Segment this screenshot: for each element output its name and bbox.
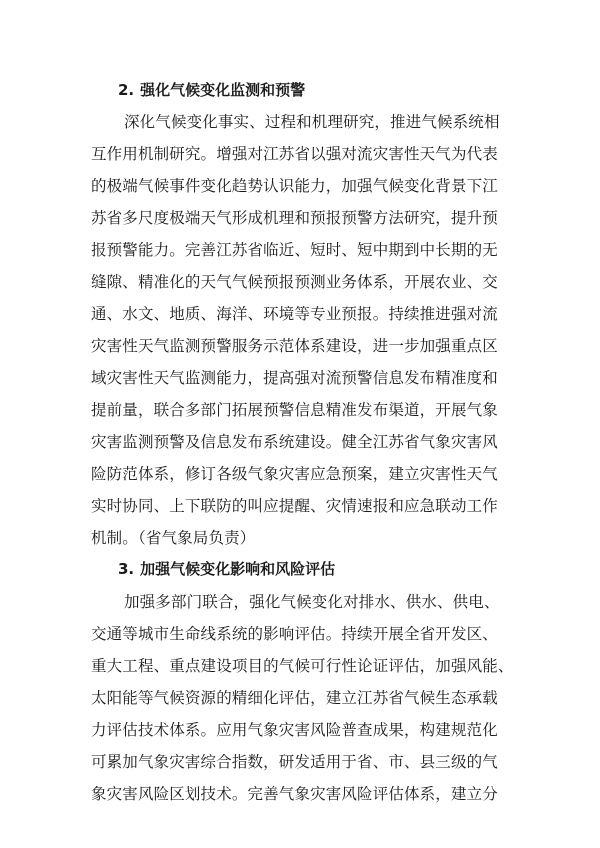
paragraph-line: 提前量，联合多部门拓展预警信息精准发布渠道，开展气象 <box>91 401 498 419</box>
section-2-heading <box>118 80 305 100</box>
paragraph-line: 苏省多尺度极端天气形成机理和预报预警方法研究，提升预 <box>91 209 498 227</box>
paragraph-line: 域灾害性天气监测能力，提高强对流预警信息发布精准度和 <box>91 369 498 387</box>
paragraph-line: 深化气候变化事实、过程和机理研究，推进气候系统相 <box>124 113 500 131</box>
paragraph-line: 加强多部门联合，强化气候变化对排水、供水、供电、 <box>124 593 500 611</box>
section-3-heading <box>118 559 335 579</box>
paragraph-line: 可累加气象灾害综合指数，研发适用于省、市、县三级的气 <box>91 753 498 771</box>
paragraph-line: 太阳能等气候资源的精细化评估，建立江苏省气候生态承载 <box>91 689 498 707</box>
paragraph-line: 通、水文、地质、海洋、环境等专业预报。持续推进强对流 <box>91 305 498 323</box>
section-2-title: 强化气候变化监测和预警 <box>140 81 306 99</box>
paragraph-line: 力评估技术体系。应用气象灾害风险普查成果，构建规范化 <box>91 721 498 739</box>
paragraph-line: 灾害性天气监测预警服务示范体系建设，进一步加强重点区 <box>91 337 498 355</box>
paragraph-line: 险防范体系，修订各级气象灾害应急预案，建立灾害性天气 <box>91 465 498 483</box>
section-3-number: 3. <box>118 560 135 578</box>
paragraph-line: 实时协同、上下联防的叫应提醒、灾情速报和应急联动工作 <box>91 497 498 515</box>
paragraph-line: 交通等城市生命线系统的影响评估。持续开展全省开发区、 <box>91 625 498 643</box>
paragraph-line: 的极端气候事件变化趋势认识能力，加强气候变化背景下江 <box>91 177 498 195</box>
paragraph-line: 缝隙、精准化的天气气候预报预测业务体系，开展农业、交 <box>91 273 498 291</box>
paragraph-line: 机制。（省气象局负责） <box>91 529 256 547</box>
paragraph-line: 象灾害风险区划技术。完善气象灾害风险评估体系，建立分 <box>91 785 498 803</box>
paragraph-line: 报预警能力。完善江苏省临近、短时、短中期到中长期的无 <box>91 241 498 259</box>
paragraph-line: 灾害监测预警及信息发布系统建设。健全江苏省气象灾害风 <box>91 433 498 451</box>
section-2-number: 2. <box>118 81 135 99</box>
section-3-title: 加强气候变化影响和风险评估 <box>140 560 336 578</box>
paragraph-line: 互作用机制研究。增强对江苏省以强对流灾害性天气为代表 <box>91 145 498 163</box>
paragraph-line: 重大工程、重点建设项目的气候可行性论证评估，加强风能、 <box>91 657 514 675</box>
